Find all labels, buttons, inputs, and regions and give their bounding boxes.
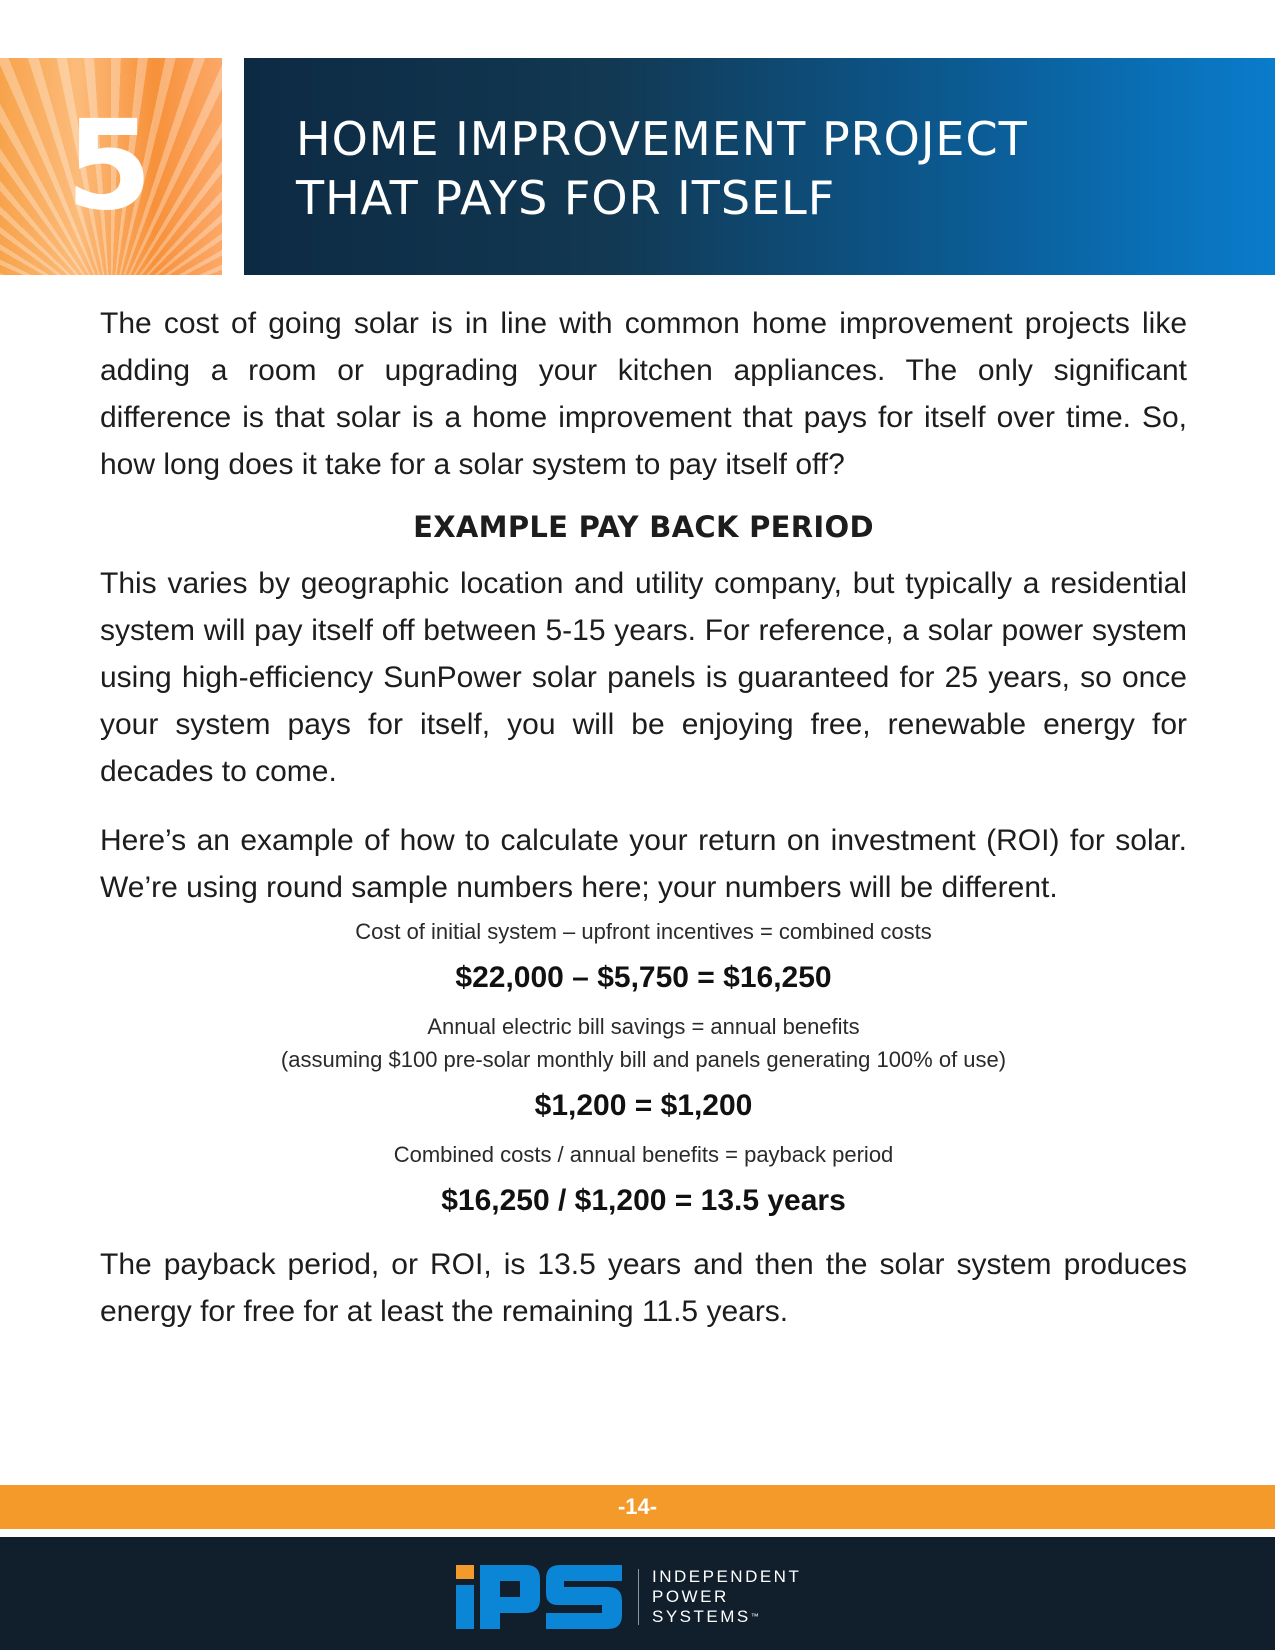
- calculation-caption: Annual electric bill savings = annual benefits: [427, 1014, 860, 1039]
- calculation-caption: Cost of initial system – upfront incentives = combined costs: [355, 919, 932, 944]
- title-line-2: THAT PAYS FOR ITSELF: [296, 171, 836, 225]
- calculation-equation: $22,000 – $5,750 = $16,250: [455, 961, 832, 994]
- company-logo: [456, 1565, 826, 1629]
- page-number: -14-: [617, 1494, 658, 1519]
- calculation-equation: $16,250 / $1,200 = 13.5 years: [441, 1184, 846, 1217]
- section-heading: EXAMPLE PAY BACK PERIOD: [413, 510, 874, 544]
- title-line-1: HOME IMPROVEMENT PROJECT: [296, 112, 1028, 166]
- company-name-line-3: SYSTEMS™: [652, 1607, 759, 1626]
- page-title: [296, 110, 1028, 228]
- calculation-equation: $1,200 = $1,200: [534, 1089, 753, 1122]
- logo-divider: [638, 1569, 639, 1625]
- main-content: [100, 300, 1187, 1335]
- company-name-line-1: INDEPENDENT: [652, 1567, 802, 1586]
- section-number-block: [0, 58, 222, 275]
- calculation-caption: Combined costs / annual benefits = payback period: [393, 1142, 894, 1167]
- payback-paragraph: This varies by geographic location and utility company, but typically a residential system will pay itself off between 5-15 years. For reference, a solar power system using high-efficiency SunPower solar panels is guaranteed for 25 years, so once your system pays for itself, you will be enjoying free, renewable energy for decades to come.: [100, 567, 1187, 788]
- conclusion-paragraph: The payback period, or ROI, is 13.5 years and then the solar system produces energy for free for at least the remaining 11.5 years.: [100, 1248, 1187, 1328]
- section-number: 5: [66, 94, 151, 238]
- company-name: [652, 1567, 801, 1627]
- calculation-block-1: [100, 915, 1187, 998]
- calculation-block-3: [100, 1138, 1187, 1221]
- footer: [0, 1537, 1275, 1650]
- section-title-banner: [244, 58, 1275, 275]
- calculation-caption-note: (assuming $100 pre-solar monthly bill and panels generating 100% of use): [280, 1047, 1007, 1072]
- calculation-block-2: [100, 1010, 1187, 1126]
- example-paragraph: Here’s an example of how to calculate your return on investment (ROI) for solar. We’re using round sample numbers here; your numbers will be different.: [100, 824, 1187, 904]
- ips-logo-icon: [456, 1565, 622, 1629]
- company-name-line-2: POWER: [652, 1587, 729, 1606]
- page-number-bar: [0, 1485, 1275, 1529]
- intro-paragraph: The cost of going solar is in line with common home improvement projects like adding a room or upgrading your kitchen appliances. The only significant difference is that solar is a home improvement that pays for itself over time. So, how long does it take for a solar system to pay itself off?: [100, 307, 1187, 481]
- trademark-symbol: ™: [750, 1612, 759, 1621]
